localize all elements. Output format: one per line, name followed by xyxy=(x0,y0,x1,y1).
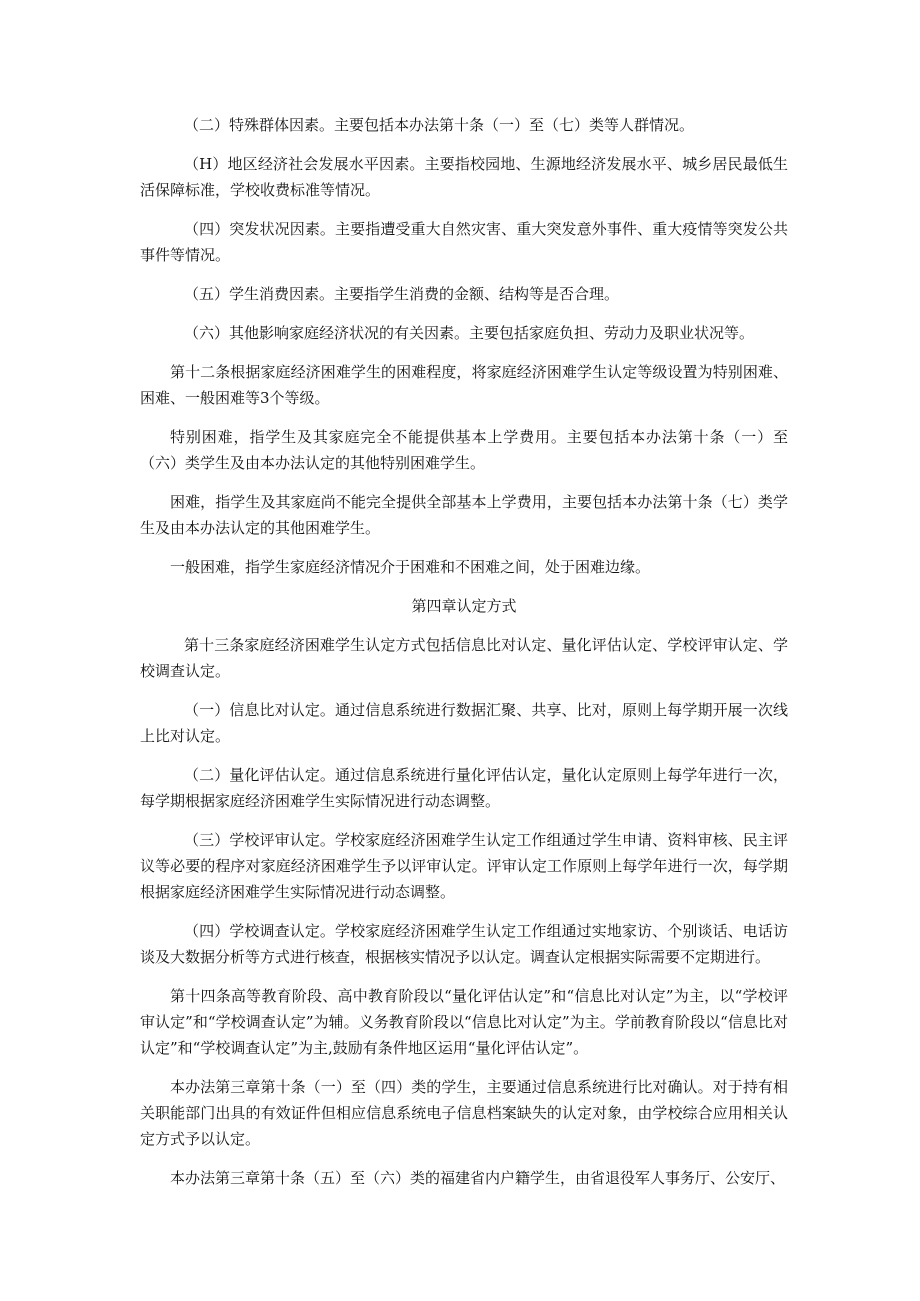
paragraph-regional-economy: （H）地区经济社会发展水平因素。主要指校园地、生源地经济发展水平、城乡居民最低生活保障标准，学校收费标准等情况。 xyxy=(140,155,788,199)
paragraph-emergency: （四）突发状况因素。主要指遭受重大自然灾害、重大突发意外事件、重大疫情等突发公共事件等情况。 xyxy=(140,220,788,264)
paragraph-especially-difficult: 特别困难，指学生及其家庭完全不能提供基本上学费用。主要包括本办法第十条（一）至（六）类学生及由本办法认定的其他特别困难学生。 xyxy=(140,428,788,472)
document-body xyxy=(140,112,788,1204)
paragraph-article-14: 第十四条高等教育阶段、高中教育阶段以“量化评估认定”和“信息比对认定”为主，以“学校评审认定”和“学校调查认定”为辅。义务教育阶段以“信息比对认定”为主。学前教育阶段以“信息比对认定”和“学校调查认定”为主,鼓励有条件地区运用“量化评估认定”。 xyxy=(140,987,788,1057)
paragraph-categories-5-6: 本办法第三章第十条（五）至（六）类的福建省内户籍学生，由省退役军人事务厅、公安厅、 xyxy=(170,1169,786,1187)
paragraph-school-investigation: （四）学校调查认定。学校家庭经济困难学生认定工作组通过实地家访、个别谈话、电话访谈及大数据分析等方式进行核查，根据核实情况予以认定。调查认定根据实际需要不定期进行。 xyxy=(140,922,788,966)
paragraph-school-review: （三）学校评审认定。学校家庭经济困难学生认定工作组通过学生申请、资料审核、民主评议等必要的程序对家庭经济困难学生予以评审认定。评审认定工作原则上每学年进行一次，每学期根据家庭经济困难学生实际情况进行动态调整。 xyxy=(140,831,788,901)
chapter-heading: 第四章认定方式 xyxy=(411,597,517,615)
paragraph-other-factors: （六）其他影响家庭经济状况的有关因素。主要包括家庭负担、劳动力及职业状况等。 xyxy=(184,324,755,342)
paragraph-article-13: 第十三条家庭经济困难学生认定方式包括信息比对认定、量化评估认定、学校评审认定、学校调查认定。 xyxy=(140,636,788,680)
paragraph-categories-1-4: 本办法第三章第十条（一）至（四）类的学生，主要通过信息系统进行比对确认。对于持有相关职能部门出具的有效证件但相应信息系统电子信息档案缺失的认定对象，由学校综合应用相关认定方式予以认定。 xyxy=(140,1078,788,1148)
paragraph-article-12: 第十二条根据家庭经济困难学生的困难程度，将家庭经济困难学生认定等级设置为特别困难、困难、一般困难等3个等级。 xyxy=(140,363,788,407)
paragraph-quantitative: （二）量化评估认定。通过信息系统进行量化评估认定，量化认定原则上每学年进行一次，每学期根据家庭经济困难学生实际情况进行动态调整。 xyxy=(140,766,788,810)
paragraph-special-groups: （二）特殊群体因素。主要包括本办法第十条（一）至（七）类等人群情况。 xyxy=(184,116,695,134)
paragraph-info-comparison: （一）信息比对认定。通过信息系统进行数据汇聚、共享、比对，原则上每学期开展一次线上比对认定。 xyxy=(140,701,788,745)
paragraph-generally-difficult: 一般困难，指学生家庭经济情况介于困难和不困难之间，处于困难边缘。 xyxy=(170,558,651,576)
paragraph-difficult: 困难，指学生及其家庭尚不能完全提供全部基本上学费用，主要包括本办法第十条（七）类学生及由本办法认定的其他困难学生。 xyxy=(140,493,788,537)
paragraph-consumption: （五）学生消费因素。主要指学生消费的金额、结构等是否合理。 xyxy=(184,285,620,303)
